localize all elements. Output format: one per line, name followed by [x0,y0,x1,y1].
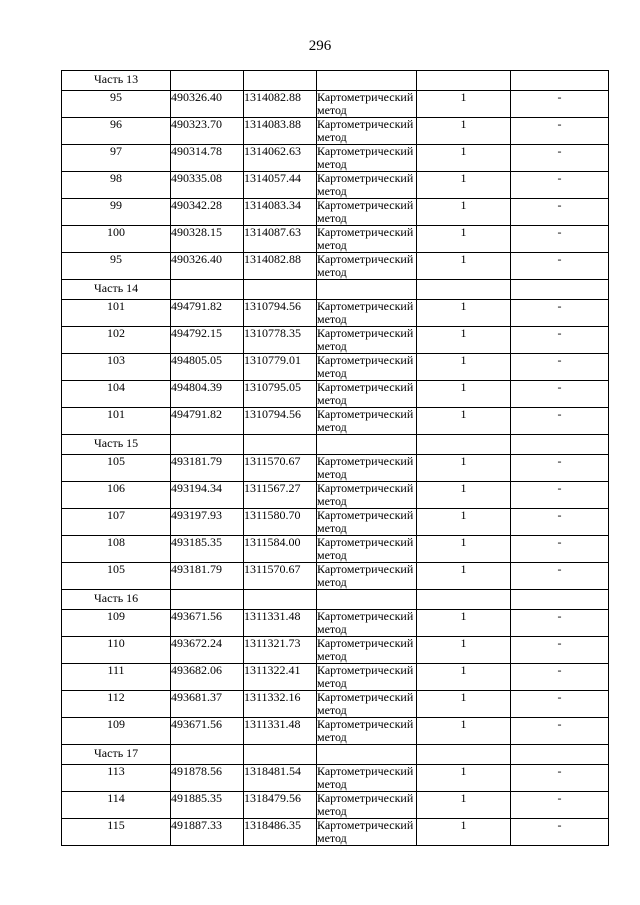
accuracy-cell: 1 [417,765,511,792]
table-row [62,482,609,509]
method-cell [317,536,417,563]
accuracy-cell: 1 [417,408,511,435]
description-cell: - [511,792,609,819]
description-cell: - [511,226,609,253]
method-text: Картометрический метод [317,407,414,434]
method-cell [317,253,417,280]
description-cell: - [511,118,609,145]
accuracy-cell: 1 [417,327,511,354]
x-coordinate-cell: 494805.05 [171,354,244,381]
x-coordinate-cell: 493671.56 [171,610,244,637]
description-cell: - [511,354,609,381]
description-cell: - [511,563,609,590]
description-cell: - [511,691,609,718]
section-header-row [62,71,609,91]
empty-cell [244,435,317,455]
section-label: Часть 15 [62,435,171,455]
y-coordinate-cell: 1314087.63 [244,226,317,253]
y-coordinate-cell: 1318479.56 [244,792,317,819]
method-text: Картометрический метод [317,198,414,225]
x-coordinate-cell: 494792.15 [171,327,244,354]
accuracy-cell: 1 [417,637,511,664]
method-text: Картометрический метод [317,535,414,562]
table-row [62,765,609,792]
method-cell [317,664,417,691]
method-cell [317,145,417,172]
x-coordinate-cell: 493194.34 [171,482,244,509]
point-number-cell: 113 [62,765,171,792]
table-row [62,563,609,590]
section-header-row [62,435,609,455]
x-coordinate-cell: 494791.82 [171,300,244,327]
method-text: Картометрический метод [317,252,414,279]
y-coordinate-cell: 1310794.56 [244,300,317,327]
method-text: Картометрический метод [317,717,414,744]
method-text: Картометрический метод [317,90,414,117]
accuracy-cell: 1 [417,819,511,846]
empty-cell [417,590,511,610]
point-number-cell: 100 [62,226,171,253]
coordinates-table [61,70,609,846]
method-cell [317,172,417,199]
x-coordinate-cell: 493185.35 [171,536,244,563]
table-row [62,253,609,280]
accuracy-cell: 1 [417,199,511,226]
method-text: Картометрический метод [317,299,414,326]
coordinates-table-body [62,71,609,846]
empty-cell [511,280,609,300]
method-cell [317,408,417,435]
description-cell: - [511,455,609,482]
section-label: Часть 16 [62,590,171,610]
table-row [62,118,609,145]
point-number-cell: 105 [62,563,171,590]
table-row [62,408,609,435]
x-coordinate-cell: 493181.79 [171,563,244,590]
method-cell [317,792,417,819]
y-coordinate-cell: 1314083.34 [244,199,317,226]
point-number-cell: 115 [62,819,171,846]
method-cell [317,91,417,118]
method-text: Картометрический метод [317,508,414,535]
point-number-cell: 99 [62,199,171,226]
page-number: 296 [308,38,332,54]
method-text: Картометрический метод [317,225,414,252]
table-row [62,172,609,199]
x-coordinate-cell: 494791.82 [171,408,244,435]
accuracy-cell: 1 [417,455,511,482]
description-cell: - [511,199,609,226]
y-coordinate-cell: 1311570.67 [244,455,317,482]
method-text: Картометрический метод [317,636,414,663]
table-row [62,718,609,745]
y-coordinate-cell: 1318481.54 [244,765,317,792]
x-coordinate-cell: 491878.56 [171,765,244,792]
table-row [62,610,609,637]
empty-cell [171,280,244,300]
empty-cell [244,71,317,91]
table-row [62,354,609,381]
table-row [62,819,609,846]
method-text: Картометрический метод [317,380,414,407]
x-coordinate-cell: 490326.40 [171,253,244,280]
description-cell: - [511,300,609,327]
method-cell [317,765,417,792]
method-cell [317,300,417,327]
empty-cell [317,280,417,300]
accuracy-cell: 1 [417,226,511,253]
accuracy-cell: 1 [417,691,511,718]
point-number-cell: 112 [62,691,171,718]
y-coordinate-cell: 1310794.56 [244,408,317,435]
point-number-cell: 111 [62,664,171,691]
description-cell: - [511,327,609,354]
y-coordinate-cell: 1310779.01 [244,354,317,381]
table-row [62,91,609,118]
y-coordinate-cell: 1311570.67 [244,563,317,590]
empty-cell [511,745,609,765]
x-coordinate-cell: 490323.70 [171,118,244,145]
section-label: Часть 14 [62,280,171,300]
method-cell [317,819,417,846]
y-coordinate-cell: 1311567.27 [244,482,317,509]
method-text: Картометрический метод [317,117,414,144]
x-coordinate-cell: 493682.06 [171,664,244,691]
y-coordinate-cell: 1311332.16 [244,691,317,718]
description-cell: - [511,718,609,745]
empty-cell [317,435,417,455]
description-cell: - [511,509,609,536]
y-coordinate-cell: 1310795.05 [244,381,317,408]
method-cell [317,610,417,637]
method-text: Картометрический метод [317,764,414,791]
point-number-cell: 105 [62,455,171,482]
empty-cell [417,71,511,91]
y-coordinate-cell: 1311322.41 [244,664,317,691]
accuracy-cell: 1 [417,145,511,172]
point-number-cell: 95 [62,253,171,280]
table-row [62,145,609,172]
description-cell: - [511,482,609,509]
y-coordinate-cell: 1311331.48 [244,718,317,745]
description-cell: - [511,172,609,199]
method-cell [317,637,417,664]
x-coordinate-cell: 493181.79 [171,455,244,482]
accuracy-cell: 1 [417,354,511,381]
table-row [62,664,609,691]
method-cell [317,199,417,226]
x-coordinate-cell: 494804.39 [171,381,244,408]
accuracy-cell: 1 [417,792,511,819]
point-number-cell: 101 [62,408,171,435]
accuracy-cell: 1 [417,563,511,590]
empty-cell [244,280,317,300]
y-coordinate-cell: 1314062.63 [244,145,317,172]
method-cell [317,327,417,354]
description-cell: - [511,408,609,435]
empty-cell [511,590,609,610]
description-cell: - [511,664,609,691]
method-cell [317,354,417,381]
x-coordinate-cell: 490314.78 [171,145,244,172]
method-text: Картометрический метод [317,609,414,636]
method-cell [317,509,417,536]
accuracy-cell: 1 [417,718,511,745]
y-coordinate-cell: 1318486.35 [244,819,317,846]
table-row [62,327,609,354]
empty-cell [317,590,417,610]
empty-cell [511,435,609,455]
point-number-cell: 102 [62,327,171,354]
method-cell [317,455,417,482]
section-header-row [62,280,609,300]
method-text: Картометрический метод [317,353,414,380]
empty-cell [244,745,317,765]
y-coordinate-cell: 1311580.70 [244,509,317,536]
y-coordinate-cell: 1314083.88 [244,118,317,145]
table-row [62,536,609,563]
y-coordinate-cell: 1314082.88 [244,253,317,280]
method-text: Картометрический метод [317,818,414,845]
accuracy-cell: 1 [417,300,511,327]
point-number-cell: 109 [62,718,171,745]
y-coordinate-cell: 1311321.73 [244,637,317,664]
method-cell [317,691,417,718]
point-number-cell: 97 [62,145,171,172]
section-header-row [62,590,609,610]
table-row [62,199,609,226]
method-text: Картометрический метод [317,326,414,353]
description-cell: - [511,536,609,563]
y-coordinate-cell: 1311331.48 [244,610,317,637]
x-coordinate-cell: 490342.28 [171,199,244,226]
section-header-row [62,745,609,765]
accuracy-cell: 1 [417,118,511,145]
method-text: Картометрический метод [317,454,414,481]
table-row [62,455,609,482]
empty-cell [417,745,511,765]
method-cell [317,118,417,145]
empty-cell [244,590,317,610]
accuracy-cell: 1 [417,664,511,691]
description-cell: - [511,637,609,664]
point-number-cell: 110 [62,637,171,664]
point-number-cell: 101 [62,300,171,327]
x-coordinate-cell: 491885.35 [171,792,244,819]
description-cell: - [511,610,609,637]
x-coordinate-cell: 493197.93 [171,509,244,536]
table-row [62,792,609,819]
section-label: Часть 13 [62,71,171,91]
method-text: Картометрический метод [317,791,414,818]
method-cell [317,482,417,509]
accuracy-cell: 1 [417,381,511,408]
empty-cell [171,71,244,91]
table-row [62,381,609,408]
point-number-cell: 95 [62,91,171,118]
accuracy-cell: 1 [417,482,511,509]
x-coordinate-cell: 493681.37 [171,691,244,718]
empty-cell [417,435,511,455]
method-text: Картометрический метод [317,481,414,508]
x-coordinate-cell: 490335.08 [171,172,244,199]
description-cell: - [511,91,609,118]
table-row [62,637,609,664]
point-number-cell: 114 [62,792,171,819]
method-cell [317,718,417,745]
y-coordinate-cell: 1314057.44 [244,172,317,199]
accuracy-cell: 1 [417,610,511,637]
y-coordinate-cell: 1314082.88 [244,91,317,118]
description-cell: - [511,253,609,280]
y-coordinate-cell: 1310778.35 [244,327,317,354]
point-number-cell: 107 [62,509,171,536]
point-number-cell: 108 [62,536,171,563]
table-row [62,300,609,327]
accuracy-cell: 1 [417,536,511,563]
method-text: Картометрический метод [317,171,414,198]
empty-cell [417,280,511,300]
x-coordinate-cell: 493672.24 [171,637,244,664]
empty-cell [171,590,244,610]
description-cell: - [511,145,609,172]
empty-cell [511,71,609,91]
empty-cell [317,745,417,765]
x-coordinate-cell: 493671.56 [171,718,244,745]
method-text: Картометрический метод [317,562,414,589]
point-number-cell: 103 [62,354,171,381]
method-cell [317,563,417,590]
method-text: Картометрический метод [317,144,414,171]
section-label: Часть 17 [62,745,171,765]
y-coordinate-cell: 1311584.00 [244,536,317,563]
empty-cell [317,71,417,91]
method-cell [317,226,417,253]
table-row [62,691,609,718]
description-cell: - [511,381,609,408]
x-coordinate-cell: 490328.15 [171,226,244,253]
method-text: Картометрический метод [317,663,414,690]
point-number-cell: 106 [62,482,171,509]
point-number-cell: 96 [62,118,171,145]
table-row [62,509,609,536]
description-cell: - [511,765,609,792]
table-row [62,226,609,253]
empty-cell [171,435,244,455]
accuracy-cell: 1 [417,509,511,536]
x-coordinate-cell: 490326.40 [171,91,244,118]
x-coordinate-cell: 491887.33 [171,819,244,846]
accuracy-cell: 1 [417,253,511,280]
accuracy-cell: 1 [417,91,511,118]
empty-cell [171,745,244,765]
point-number-cell: 104 [62,381,171,408]
accuracy-cell: 1 [417,172,511,199]
description-cell: - [511,819,609,846]
point-number-cell: 98 [62,172,171,199]
method-text: Картометрический метод [317,690,414,717]
point-number-cell: 109 [62,610,171,637]
method-cell [317,381,417,408]
